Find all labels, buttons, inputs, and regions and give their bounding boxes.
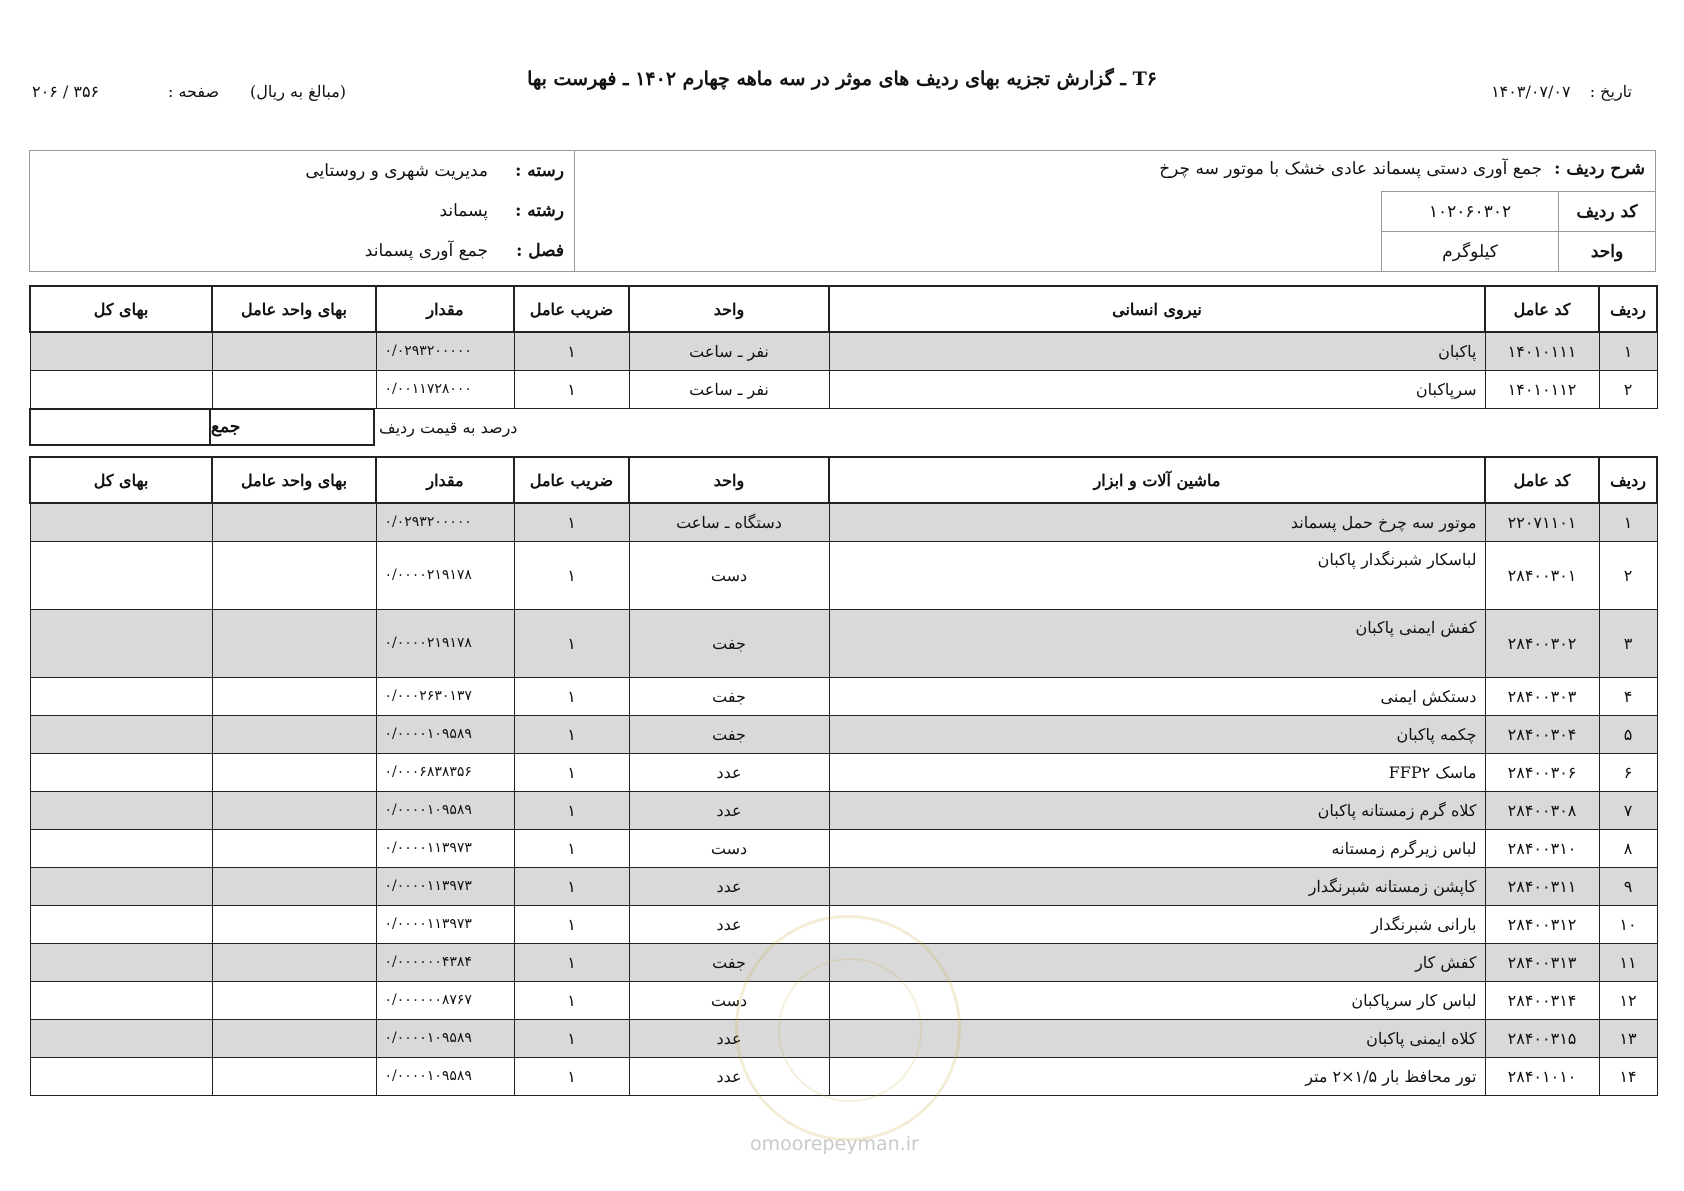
row-number-cell: ۳ <box>1599 609 1657 677</box>
factor-code-cell: ۲۸۴۰۰۳۰۸ <box>1485 791 1599 829</box>
factor-name-cell: تور محافظ بار ۱/۵×۲ متر <box>829 1057 1485 1095</box>
unit-label: واحد <box>1558 232 1655 272</box>
table-row <box>30 332 1657 370</box>
factor-name-cell: کلاه ایمنی پاکبان <box>829 1019 1485 1057</box>
unit-price-cell <box>212 981 376 1019</box>
table-row <box>30 503 1657 541</box>
table-row <box>30 867 1657 905</box>
percent-label: درصد به قیمت ردیف <box>379 417 518 437</box>
date-label: تاریخ : <box>1589 82 1632 101</box>
factor-code-cell: ۲۸۴۰۰۳۰۶ <box>1485 753 1599 791</box>
quantity-cell: ۰/۰۰۰۰۱۱۳۹۷۳ <box>376 905 514 943</box>
total-price-cell <box>30 677 212 715</box>
unit-value: کیلوگرم <box>1442 242 1498 262</box>
factor-code-cell: ۲۲۰۷۱۱۰۱ <box>1485 503 1599 541</box>
row-number-cell: ۱۱ <box>1599 943 1657 981</box>
factor-code-cell: ۱۴۰۱۰۱۱۱ <box>1485 332 1599 370</box>
factor-name-cell: ماسک FFP۲ <box>829 753 1485 791</box>
factor-code-cell: ۲۸۴۰۰۳۱۲ <box>1485 905 1599 943</box>
factor-code-cell: ۲۸۴۰۰۳۱۰ <box>1485 829 1599 867</box>
table-row <box>30 715 1657 753</box>
unit-cell: جفت <box>629 609 829 677</box>
field-row <box>30 191 574 231</box>
col-unit: واحد <box>629 457 829 503</box>
factor-code-cell: ۲۸۴۰۰۳۰۲ <box>1485 609 1599 677</box>
factor-name-cell: سرپاکبان <box>829 370 1485 408</box>
chapter-value: جمع آوری پسماند <box>364 241 488 261</box>
page-number: ۲۰۶ / ۳۵۶ <box>32 82 100 101</box>
coefficient-cell: ۱ <box>514 867 629 905</box>
factor-name-cell: پاکبان <box>829 332 1485 370</box>
col-coef: ضریب عامل <box>514 286 629 332</box>
code-value: ۱۰۲۰۶۰۳۰۲ <box>1428 201 1512 222</box>
unit-price-cell <box>212 905 376 943</box>
row-number-cell: ۶ <box>1599 753 1657 791</box>
row-number-cell: ۹ <box>1599 867 1657 905</box>
quantity-cell: ۰/۰۰۰۰۲۱۹۱۷۸ <box>376 541 514 609</box>
factor-name-cell: کلاه گرم زمستانه پاکبان <box>829 791 1485 829</box>
factor-name-cell: دستکش ایمنی <box>829 677 1485 715</box>
factor-name-cell: کاپشن زمستانه شبرنگدار <box>829 867 1485 905</box>
summary-row <box>29 408 1656 446</box>
unit-cell: جفت <box>629 715 829 753</box>
unit-price-cell <box>212 332 376 370</box>
factor-name-cell: کفش کار <box>829 943 1485 981</box>
coefficient-cell: ۱ <box>514 677 629 715</box>
category-label: رسته : <box>515 161 564 181</box>
quantity-cell: ۰/۰۰۰۰۱۱۳۹۷۳ <box>376 867 514 905</box>
total-price-cell <box>30 715 212 753</box>
unit-cell: عدد <box>629 1019 829 1057</box>
coefficient-cell: ۱ <box>514 541 629 609</box>
unit-cell: عدد <box>629 1057 829 1095</box>
unit-price-cell <box>212 1057 376 1095</box>
table-row <box>30 753 1657 791</box>
unit-price-cell <box>212 609 376 677</box>
code-row <box>1382 192 1655 232</box>
unit-cell: عدد <box>629 905 829 943</box>
machines-header-row <box>30 457 1657 503</box>
col-total: بهای کل <box>30 457 212 503</box>
col-row: ردیف <box>1599 286 1657 332</box>
unit-price-cell <box>212 503 376 541</box>
unit-price-cell <box>212 1019 376 1057</box>
category-row <box>30 151 574 191</box>
category-value: مدیریت شهری و روستایی <box>305 161 488 181</box>
quantity-cell: ۰/۰۰۰۰۰۰۴۳۸۴ <box>376 943 514 981</box>
factor-code-cell: ۲۸۴۰۱۰۱۰ <box>1485 1057 1599 1095</box>
total-price-cell <box>30 829 212 867</box>
total-price-cell <box>30 332 212 370</box>
unit-row <box>1382 232 1655 272</box>
coefficient-cell: ۱ <box>514 609 629 677</box>
row-number-cell: ۵ <box>1599 715 1657 753</box>
field-value: پسماند <box>439 201 488 221</box>
factor-name-cell: بارانی شبرنگدار <box>829 905 1485 943</box>
row-number-cell: ۷ <box>1599 791 1657 829</box>
coefficient-cell: ۱ <box>514 905 629 943</box>
table-row <box>30 609 1657 677</box>
row-description <box>1159 159 1645 179</box>
quantity-cell: ۰/۰۰۰۰۱۰۹۵۸۹ <box>376 1019 514 1057</box>
unit-price-cell <box>212 541 376 609</box>
row-info-box <box>29 150 1656 272</box>
unit-cell: نفر ـ ساعت <box>629 332 829 370</box>
total-price-cell <box>30 981 212 1019</box>
row-number-cell: ۱۴ <box>1599 1057 1657 1095</box>
total-price-cell <box>30 541 212 609</box>
sum-label: جمع <box>211 408 375 446</box>
unit-price-cell <box>212 370 376 408</box>
factor-name-cell: کفش ایمنی پاکبان <box>829 609 1485 677</box>
coefficient-cell: ۱ <box>514 1057 629 1095</box>
coefficient-cell: ۱ <box>514 1019 629 1057</box>
report-title: T۶ ـ گزارش تجزیه بهای ردیف های موثر در سه ماهه چهارم ۱۴۰۲ ـ فهرست بها <box>527 68 1157 90</box>
factor-name-cell: چکمه پاکبان <box>829 715 1485 753</box>
amount-note: (مبالغ به ریال) <box>250 82 347 101</box>
col-unit-price: بهای واحد عامل <box>212 286 376 332</box>
coefficient-cell: ۱ <box>514 715 629 753</box>
unit-cell: جفت <box>629 943 829 981</box>
factor-name-cell: موتور سه چرخ حمل پسماند <box>829 503 1485 541</box>
quantity-cell: ۰/۰۰۰۲۶۳۰۱۳۷ <box>376 677 514 715</box>
col-total: بهای کل <box>30 286 212 332</box>
row-number-cell: ۱۰ <box>1599 905 1657 943</box>
row-number-cell: ۲ <box>1599 370 1657 408</box>
code-unit-box <box>1381 191 1655 272</box>
factor-code-cell: ۲۸۴۰۰۳۱۳ <box>1485 943 1599 981</box>
unit-cell: نفر ـ ساعت <box>629 370 829 408</box>
chapter-row <box>30 231 574 271</box>
quantity-cell: ۰/۰۰۰۰۲۱۹۱۷۸ <box>376 609 514 677</box>
col-row: ردیف <box>1599 457 1657 503</box>
unit-cell: دست <box>629 541 829 609</box>
total-price-cell <box>30 370 212 408</box>
labor-header-row <box>30 286 1657 332</box>
coefficient-cell: ۱ <box>514 332 629 370</box>
sum-total-cell <box>29 408 211 446</box>
total-price-cell <box>30 791 212 829</box>
unit-price-cell <box>212 943 376 981</box>
coefficient-cell: ۱ <box>514 943 629 981</box>
row-number-cell: ۱ <box>1599 332 1657 370</box>
total-price-cell <box>30 867 212 905</box>
table-row <box>30 677 1657 715</box>
factor-name-cell: لباس زیرگرم زمستانه <box>829 829 1485 867</box>
quantity-cell: ۰/۰۰۰۰۱۰۹۵۸۹ <box>376 791 514 829</box>
unit-cell: عدد <box>629 753 829 791</box>
description-value: جمع آوری دستی پسماند عادی خشک با موتور سه چرخ <box>1159 159 1543 179</box>
factor-code-cell: ۲۸۴۰۰۳۱۵ <box>1485 1019 1599 1057</box>
col-unit: واحد <box>629 286 829 332</box>
col-code: کد عامل <box>1485 457 1599 503</box>
quantity-cell: ۰/۰۲۹۳۲۰۰۰۰۰ <box>376 503 514 541</box>
coefficient-cell: ۱ <box>514 370 629 408</box>
quantity-cell: ۰/۰۰۰۰۱۰۹۵۸۹ <box>376 1057 514 1095</box>
unit-price-cell <box>212 715 376 753</box>
factor-code-cell: ۲۸۴۰۰۳۱۱ <box>1485 867 1599 905</box>
col-unit-price: بهای واحد عامل <box>212 457 376 503</box>
factor-code-cell: ۱۴۰۱۰۱۱۲ <box>1485 370 1599 408</box>
unit-price-cell <box>212 867 376 905</box>
quantity-cell: ۰/۰۰۰۰۱۰۹۵۸۹ <box>376 715 514 753</box>
quantity-cell: ۰/۰۰۰۰۰۰۸۷۶۷ <box>376 981 514 1019</box>
report-date <box>1477 82 1632 101</box>
row-number-cell: ۸ <box>1599 829 1657 867</box>
table-row <box>30 829 1657 867</box>
watermark-logo <box>735 915 961 1141</box>
factor-code-cell: ۲۸۴۰۰۳۰۳ <box>1485 677 1599 715</box>
unit-price-cell <box>212 829 376 867</box>
factor-name-cell: لباسکار شبرنگدار پاکبان <box>829 541 1485 609</box>
total-price-cell <box>30 905 212 943</box>
row-number-cell: ۱۲ <box>1599 981 1657 1019</box>
factor-code-cell: ۲۸۴۰۰۳۱۴ <box>1485 981 1599 1019</box>
coefficient-cell: ۱ <box>514 791 629 829</box>
unit-cell: جفت <box>629 677 829 715</box>
classification-panel <box>30 151 575 271</box>
code-label: کد ردیف <box>1558 192 1655 231</box>
total-price-cell <box>30 1019 212 1057</box>
quantity-cell: ۰/۰۲۹۳۲۰۰۰۰۰ <box>376 332 514 370</box>
chapter-label: فصل : <box>516 241 564 261</box>
quantity-cell: ۰/۰۰۱۱۷۲۸۰۰۰ <box>376 370 514 408</box>
total-price-cell <box>30 1057 212 1095</box>
row-number-cell: ۱ <box>1599 503 1657 541</box>
table-row <box>30 370 1657 408</box>
factor-code-cell: ۲۸۴۰۰۳۰۱ <box>1485 541 1599 609</box>
total-price-cell <box>30 609 212 677</box>
quantity-cell: ۰/۰۰۰۰۱۱۳۹۷۳ <box>376 829 514 867</box>
quantity-cell: ۰/۰۰۰۶۸۳۸۳۵۶ <box>376 753 514 791</box>
unit-cell: دست <box>629 981 829 1019</box>
factor-code-cell: ۲۸۴۰۰۳۰۴ <box>1485 715 1599 753</box>
unit-price-cell <box>212 753 376 791</box>
unit-price-cell <box>212 677 376 715</box>
col-machines: ماشین آلات و ابزار <box>829 457 1485 503</box>
page-label: صفحه : <box>168 82 220 101</box>
coefficient-cell: ۱ <box>514 753 629 791</box>
coefficient-cell: ۱ <box>514 829 629 867</box>
col-coef: ضریب عامل <box>514 457 629 503</box>
factor-name-cell: لباس کار سرپاکبان <box>829 981 1485 1019</box>
watermark-url: omoorepeyman.ir <box>750 1133 919 1155</box>
description-label: شرح ردیف : <box>1554 159 1645 179</box>
row-number-cell: ۱۳ <box>1599 1019 1657 1057</box>
row-number-cell: ۴ <box>1599 677 1657 715</box>
table-row <box>30 541 1657 609</box>
col-qty: مقدار <box>376 457 514 503</box>
labor-table <box>29 285 1658 409</box>
field-label: رشته : <box>515 201 564 221</box>
unit-cell: دستگاه ـ ساعت <box>629 503 829 541</box>
total-price-cell <box>30 753 212 791</box>
total-price-cell <box>30 503 212 541</box>
table-row <box>30 791 1657 829</box>
row-number-cell: ۲ <box>1599 541 1657 609</box>
col-qty: مقدار <box>376 286 514 332</box>
unit-cell: عدد <box>629 867 829 905</box>
coefficient-cell: ۱ <box>514 981 629 1019</box>
total-price-cell <box>30 943 212 981</box>
unit-cell: عدد <box>629 791 829 829</box>
date-value: ۱۴۰۳/۰۷/۰۷ <box>1491 82 1571 101</box>
col-labor: نیروی انسانی <box>829 286 1485 332</box>
col-code: کد عامل <box>1485 286 1599 332</box>
unit-price-cell <box>212 791 376 829</box>
coefficient-cell: ۱ <box>514 503 629 541</box>
unit-cell: دست <box>629 829 829 867</box>
